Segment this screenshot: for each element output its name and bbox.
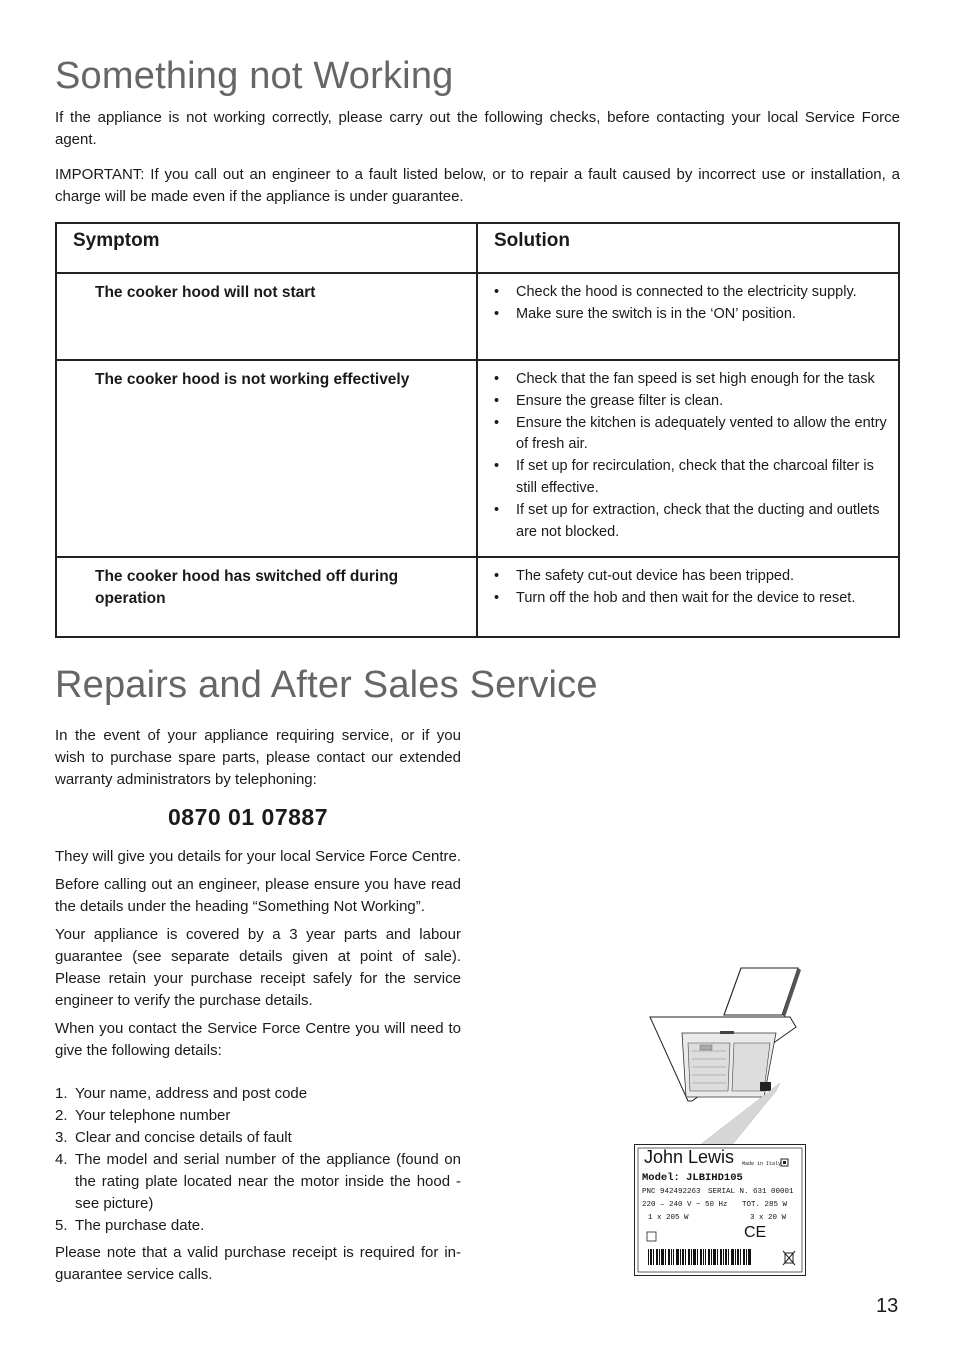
section-title-repairs: Repairs and After Sales Service <box>55 664 598 706</box>
plate-motor: 1 x 205 W <box>648 1214 689 1222</box>
table-row <box>56 557 899 637</box>
page-number: 13 <box>876 1295 899 1317</box>
bullet: • <box>494 284 500 300</box>
list-item: 5. The purchase date. <box>55 1217 205 1234</box>
list-item: 2. Your telephone number <box>55 1107 231 1124</box>
list-item: 4. The model and serial number of the appliance (found on the rating plate located near the motor inside the hood - see picture) <box>55 1151 461 1212</box>
weee-bin-icon <box>782 1250 796 1266</box>
list-item: 3. Clear and concise details of fault <box>55 1129 292 1146</box>
rating-plate <box>634 1144 806 1276</box>
bullet: • <box>494 501 500 518</box>
solution-item: • Make sure the switch is in the ‘ON’ position. <box>492 304 892 326</box>
solution-cell <box>477 557 899 637</box>
section-title-something-not-working: Something not Working <box>55 55 454 97</box>
bullet: • <box>494 371 500 387</box>
table-row <box>56 273 899 360</box>
repairs-paragraph: Your appliance is covered by a 3 year parts and labour guarantee (see separate details given at point of sale). Please retain your purchase receipt safely for the service engineer to verify the purchase details. <box>55 926 461 1009</box>
repairs-paragraph: They will give you details for your local Service Force Centre. <box>55 848 461 865</box>
solution-item: • The safety cut-out device has been tripped. <box>492 566 892 588</box>
solution-item: • Check that the fan speed is set high enough for the task <box>492 369 892 391</box>
troubleshooting-table <box>55 222 900 638</box>
barcode-icon <box>648 1249 752 1265</box>
bullet: • <box>494 568 500 584</box>
list-item: 1. Your name, address and post code <box>55 1085 308 1102</box>
symptom-header: Symptom <box>56 223 477 273</box>
plate-serial: SERIAL N. 631 00001 <box>708 1188 794 1196</box>
intro-paragraph: If the appliance is not working correctly, please carry out the following checks, before contacting your local Service Force agent. <box>55 109 900 148</box>
solution-cell <box>477 360 899 557</box>
repairs-intro <box>55 725 461 791</box>
solution-item: • Ensure the grease filter is clean. <box>492 391 892 413</box>
bullet: • <box>494 414 500 431</box>
plate-pnc: PNC 942492263 <box>642 1188 701 1196</box>
table-row <box>56 360 899 557</box>
symptom-cell: The cooker hood will not start <box>56 273 477 360</box>
phone-number: 0870 01 07887 <box>168 804 328 830</box>
solution-header: Solution <box>477 223 899 273</box>
repairs-body <box>55 846 461 1062</box>
solution-item: • Ensure the kitchen is adequately vented to allow the entry of fresh air. <box>494 414 887 453</box>
solution-item: • Check the hood is connected to the electricity supply. <box>492 282 892 304</box>
solution-item: • If set up for recirculation, check that the charcoal filter is still effective. <box>494 458 874 496</box>
repairs-paragraph: Before calling out an engineer, please ensure you have read the details under the heading “Something Not Working”. <box>55 876 461 915</box>
solution-cell <box>477 273 899 360</box>
receipt-note <box>55 1242 461 1286</box>
bullet: • <box>494 458 500 475</box>
ce-mark: CE <box>744 1224 767 1241</box>
repairs-paragraph: When you contact the Service Force Centre you will need to give the following details: <box>55 1020 461 1059</box>
required-details-list <box>55 1083 461 1237</box>
important-notice: IMPORTANT: If you call out an engineer to a fault listed below, or to repair a fault caused by incorrect use or installation, a charge will be made even if the appliance is under guarantee. <box>55 166 900 205</box>
bullet: • <box>494 305 500 322</box>
solution-item: • If set up for extraction, check that the ducting and outlets are not blocked. <box>494 501 880 540</box>
symptom-cell: The cooker hood has switched off during operation <box>56 557 477 637</box>
plate-total: TOT. 285 W <box>742 1201 788 1209</box>
symptom-cell: The cooker hood is not working effectively <box>56 360 477 557</box>
repairs-paragraph: In the event of your appliance requiring service, or if you wish to purchase spare parts, please contact our extended warranty administrators by telephoning: <box>55 727 461 788</box>
plate-lamps: 3 x 20 W <box>750 1214 787 1222</box>
plate-brand: John Lewis <box>644 1147 735 1167</box>
bullet: • <box>494 392 500 409</box>
solution-item: • Turn off the hob and then wait for the device to reset. <box>492 588 892 610</box>
plate-model: Model: JLBIHD105 <box>642 1172 743 1184</box>
bullet: • <box>494 589 500 606</box>
plate-voltage: 220 – 240 V ~ 50 Hz <box>642 1201 728 1209</box>
table-header-row <box>56 223 899 273</box>
repairs-paragraph: Please note that a valid purchase receipt is required for in-guarantee service calls. <box>55 1244 461 1283</box>
plate-made-in: Made in Italy <box>742 1161 782 1167</box>
